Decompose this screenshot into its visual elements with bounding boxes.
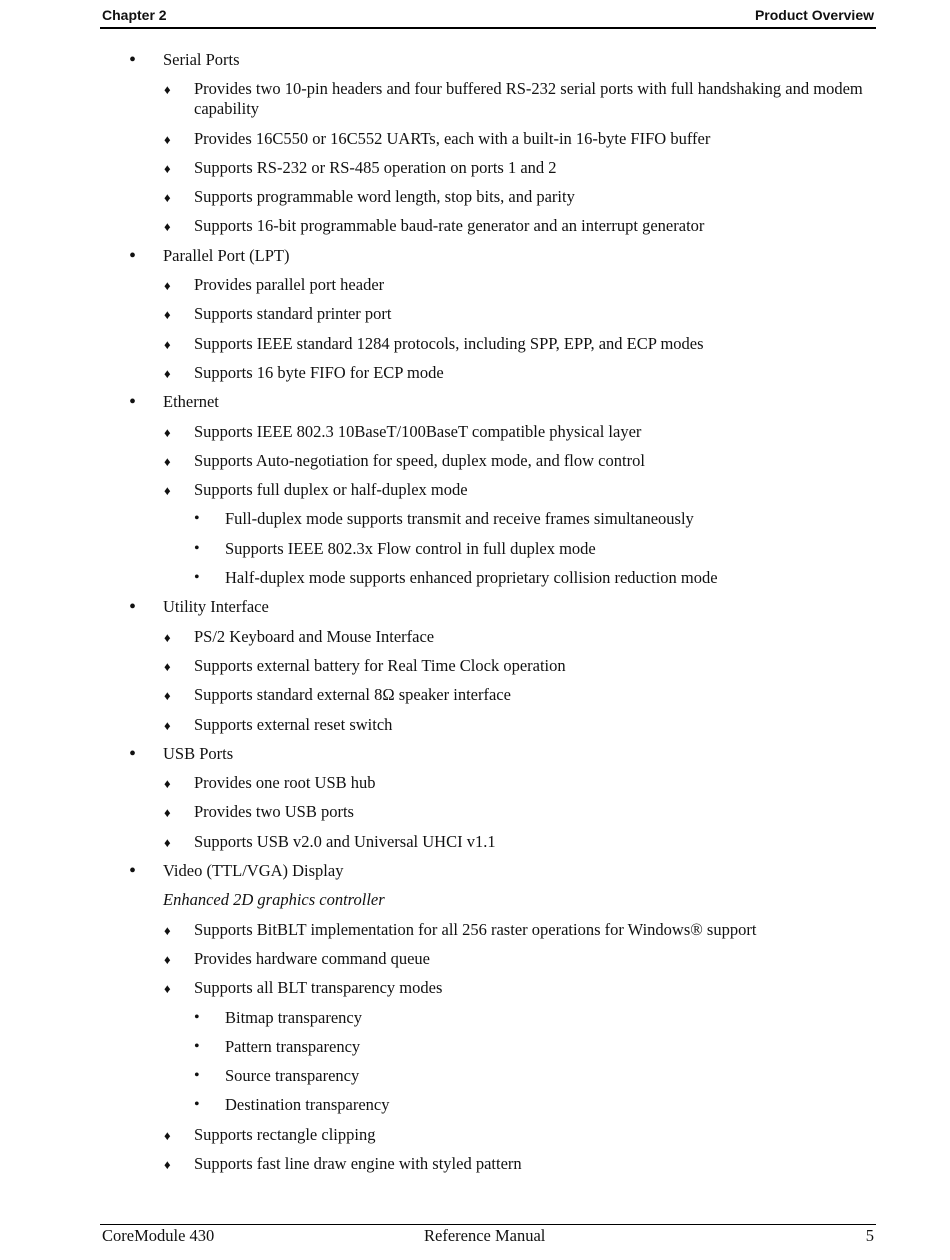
diamond-bullet-icon: ♦ (164, 717, 171, 733)
sub-list-item (0, 1066, 950, 1086)
list-item-text: Provides two 10-pin headers and four buffered RS-232 serial ports with full handshaking and modem capability (194, 79, 863, 119)
list-item-text: Pattern transparency (225, 1036, 361, 1056)
list-item-text: Supports 16-bit programmable baud-rate generator and an interrupt generator (194, 216, 705, 236)
bullet-icon: • (194, 1008, 200, 1026)
diamond-bullet-icon: ♦ (164, 424, 171, 440)
sub-list-item (0, 1037, 950, 1057)
list-item (0, 422, 950, 442)
list-item-text: Provides two USB ports (194, 802, 354, 822)
list-item-text: Full-duplex mode supports transmit and receive frames simultaneously (225, 509, 694, 529)
list-item (0, 304, 950, 324)
diamond-bullet-icon: ♦ (164, 951, 171, 967)
list-item-text: Supports fast line draw engine with styled pattern (194, 1153, 522, 1173)
list-item (0, 773, 950, 793)
sub-list-item (0, 539, 950, 559)
list-item-text: Supports IEEE 802.3x Flow control in full duplex mode (225, 538, 596, 558)
bullet-icon: • (194, 539, 200, 557)
list-item-text: Utility Interface (163, 597, 269, 617)
list-item-text: Supports rectangle clipping (194, 1124, 376, 1144)
list-item (0, 158, 950, 178)
diamond-bullet-icon: ♦ (164, 336, 171, 352)
list-item-text: Provides 16C550 or 16C552 UARTs, each with a built-in 16-byte FIFO buffer (194, 128, 711, 148)
diamond-bullet-icon: ♦ (164, 453, 171, 469)
list-item-text: Provides one root USB hub (194, 773, 376, 793)
list-item (0, 715, 950, 735)
bullet-icon: • (129, 860, 137, 883)
diamond-bullet-icon: ♦ (164, 82, 171, 98)
list-item (0, 949, 950, 969)
diamond-bullet-icon: ♦ (164, 776, 171, 792)
list-item-text: Supports BitBLT implementation for all 256 raster operations for Windows® support (194, 919, 757, 939)
diamond-bullet-icon: ♦ (164, 629, 171, 645)
list-item-text: Supports IEEE 802.3 10BaseT/100BaseT compatible physical layer (194, 421, 642, 441)
feature-list (0, 50, 950, 1183)
diamond-bullet-icon: ♦ (164, 365, 171, 381)
list-item-text: Supports RS-232 or RS-485 operation on ports 1 and 2 (194, 157, 557, 177)
list-item (0, 627, 950, 647)
sub-list-item (0, 568, 950, 588)
list-section (0, 597, 950, 617)
list-item-text: PS/2 Keyboard and Mouse Interface (194, 626, 435, 646)
list-section (0, 861, 950, 881)
list-item (0, 79, 950, 119)
bullet-icon: • (129, 596, 137, 619)
list-item-text: Bitmap transparency (225, 1007, 362, 1027)
diamond-bullet-icon: ♦ (164, 131, 171, 147)
list-item (0, 1154, 950, 1174)
list-item (0, 275, 950, 295)
list-item-text: Video (TTL/VGA) Display (163, 861, 344, 881)
diamond-bullet-icon: ♦ (164, 160, 171, 176)
diamond-bullet-icon: ♦ (164, 278, 171, 294)
bullet-icon: • (194, 1037, 200, 1055)
list-item (0, 129, 950, 149)
list-item-text: Supports IEEE standard 1284 protocols, including SPP, EPP, and ECP modes (194, 333, 704, 353)
sub-list-item (0, 1095, 950, 1115)
bullet-icon: • (194, 510, 200, 528)
list-item-text: Half-duplex mode supports enhanced proprietary collision reduction mode (225, 568, 718, 588)
list-item (0, 363, 950, 383)
diamond-bullet-icon: ♦ (164, 483, 171, 499)
list-item (0, 187, 950, 207)
subheading: Enhanced 2D graphics controller (163, 890, 385, 910)
diamond-bullet-icon: ♦ (164, 219, 171, 235)
list-item (0, 334, 950, 354)
list-item-text: Serial Ports (163, 50, 240, 69)
diamond-bullet-icon: ♦ (164, 1156, 171, 1172)
chapter-label: Chapter 2 (102, 7, 167, 23)
list-section (0, 246, 950, 266)
list-item-text: Source transparency (225, 1066, 360, 1086)
diamond-bullet-icon: ♦ (164, 922, 171, 938)
diamond-bullet-icon: ♦ (164, 658, 171, 674)
list-section (0, 392, 950, 412)
page-number: 5 (865, 1226, 874, 1245)
list-item-text: Supports programmable word length, stop bits, and parity (194, 187, 575, 207)
page-footer (100, 1224, 876, 1245)
list-item-text: Ethernet (163, 392, 219, 412)
bullet-icon: • (194, 1096, 200, 1114)
list-item (0, 1125, 950, 1145)
diamond-bullet-icon: ♦ (164, 688, 171, 704)
list-item-text: USB Ports (163, 743, 234, 763)
diamond-bullet-icon: ♦ (164, 981, 171, 997)
list-item (0, 451, 950, 471)
list-item-text: Supports external battery for Real Time Clock operation (194, 655, 566, 675)
list-item (0, 216, 950, 236)
list-item (0, 978, 950, 998)
list-item-text: Supports standard printer port (194, 304, 392, 324)
list-item-text: Supports external reset switch (194, 714, 393, 734)
diamond-bullet-icon: ♦ (164, 1127, 171, 1143)
list-item (0, 656, 950, 676)
list-item-text: Destination transparency (225, 1095, 390, 1115)
bullet-icon: • (129, 244, 137, 267)
bullet-icon: • (194, 569, 200, 587)
list-item-text: Provides hardware command queue (194, 948, 430, 968)
manual-title: Reference Manual (424, 1226, 546, 1245)
bullet-icon: • (194, 1067, 200, 1085)
sub-list-item (0, 509, 950, 529)
list-item (0, 832, 950, 852)
section-title: Product Overview (754, 7, 874, 23)
bullet-icon: • (129, 49, 137, 71)
list-item-text: Supports USB v2.0 and Universal UHCI v1.1 (194, 831, 496, 851)
list-item-text: Supports 16 byte FIFO for ECP mode (194, 362, 444, 382)
diamond-bullet-icon: ♦ (164, 307, 171, 323)
bullet-icon: • (129, 742, 137, 765)
list-item-text: Supports full duplex or half-duplex mode (194, 480, 468, 500)
diamond-bullet-icon: ♦ (164, 190, 171, 206)
list-item (0, 685, 950, 705)
list-item-text: Provides parallel port header (194, 275, 385, 295)
list-item (0, 920, 950, 940)
list-item (0, 802, 950, 822)
list-section (0, 744, 950, 764)
product-name: CoreModule 430 (102, 1226, 215, 1245)
diamond-bullet-icon: ♦ (164, 834, 171, 850)
page-header (100, 5, 876, 29)
bullet-icon: • (129, 391, 137, 414)
list-item-text: Supports Auto-negotiation for speed, duplex mode, and flow control (194, 450, 645, 470)
list-item-text: Parallel Port (LPT) (163, 245, 290, 265)
diamond-bullet-icon: ♦ (164, 805, 171, 821)
sub-list-item (0, 1008, 950, 1028)
list-item-text: Supports standard external 8Ω speaker interface (194, 685, 511, 705)
list-item-text: Supports all BLT transparency modes (194, 978, 443, 998)
list-section (0, 50, 950, 70)
list-item (0, 480, 950, 500)
